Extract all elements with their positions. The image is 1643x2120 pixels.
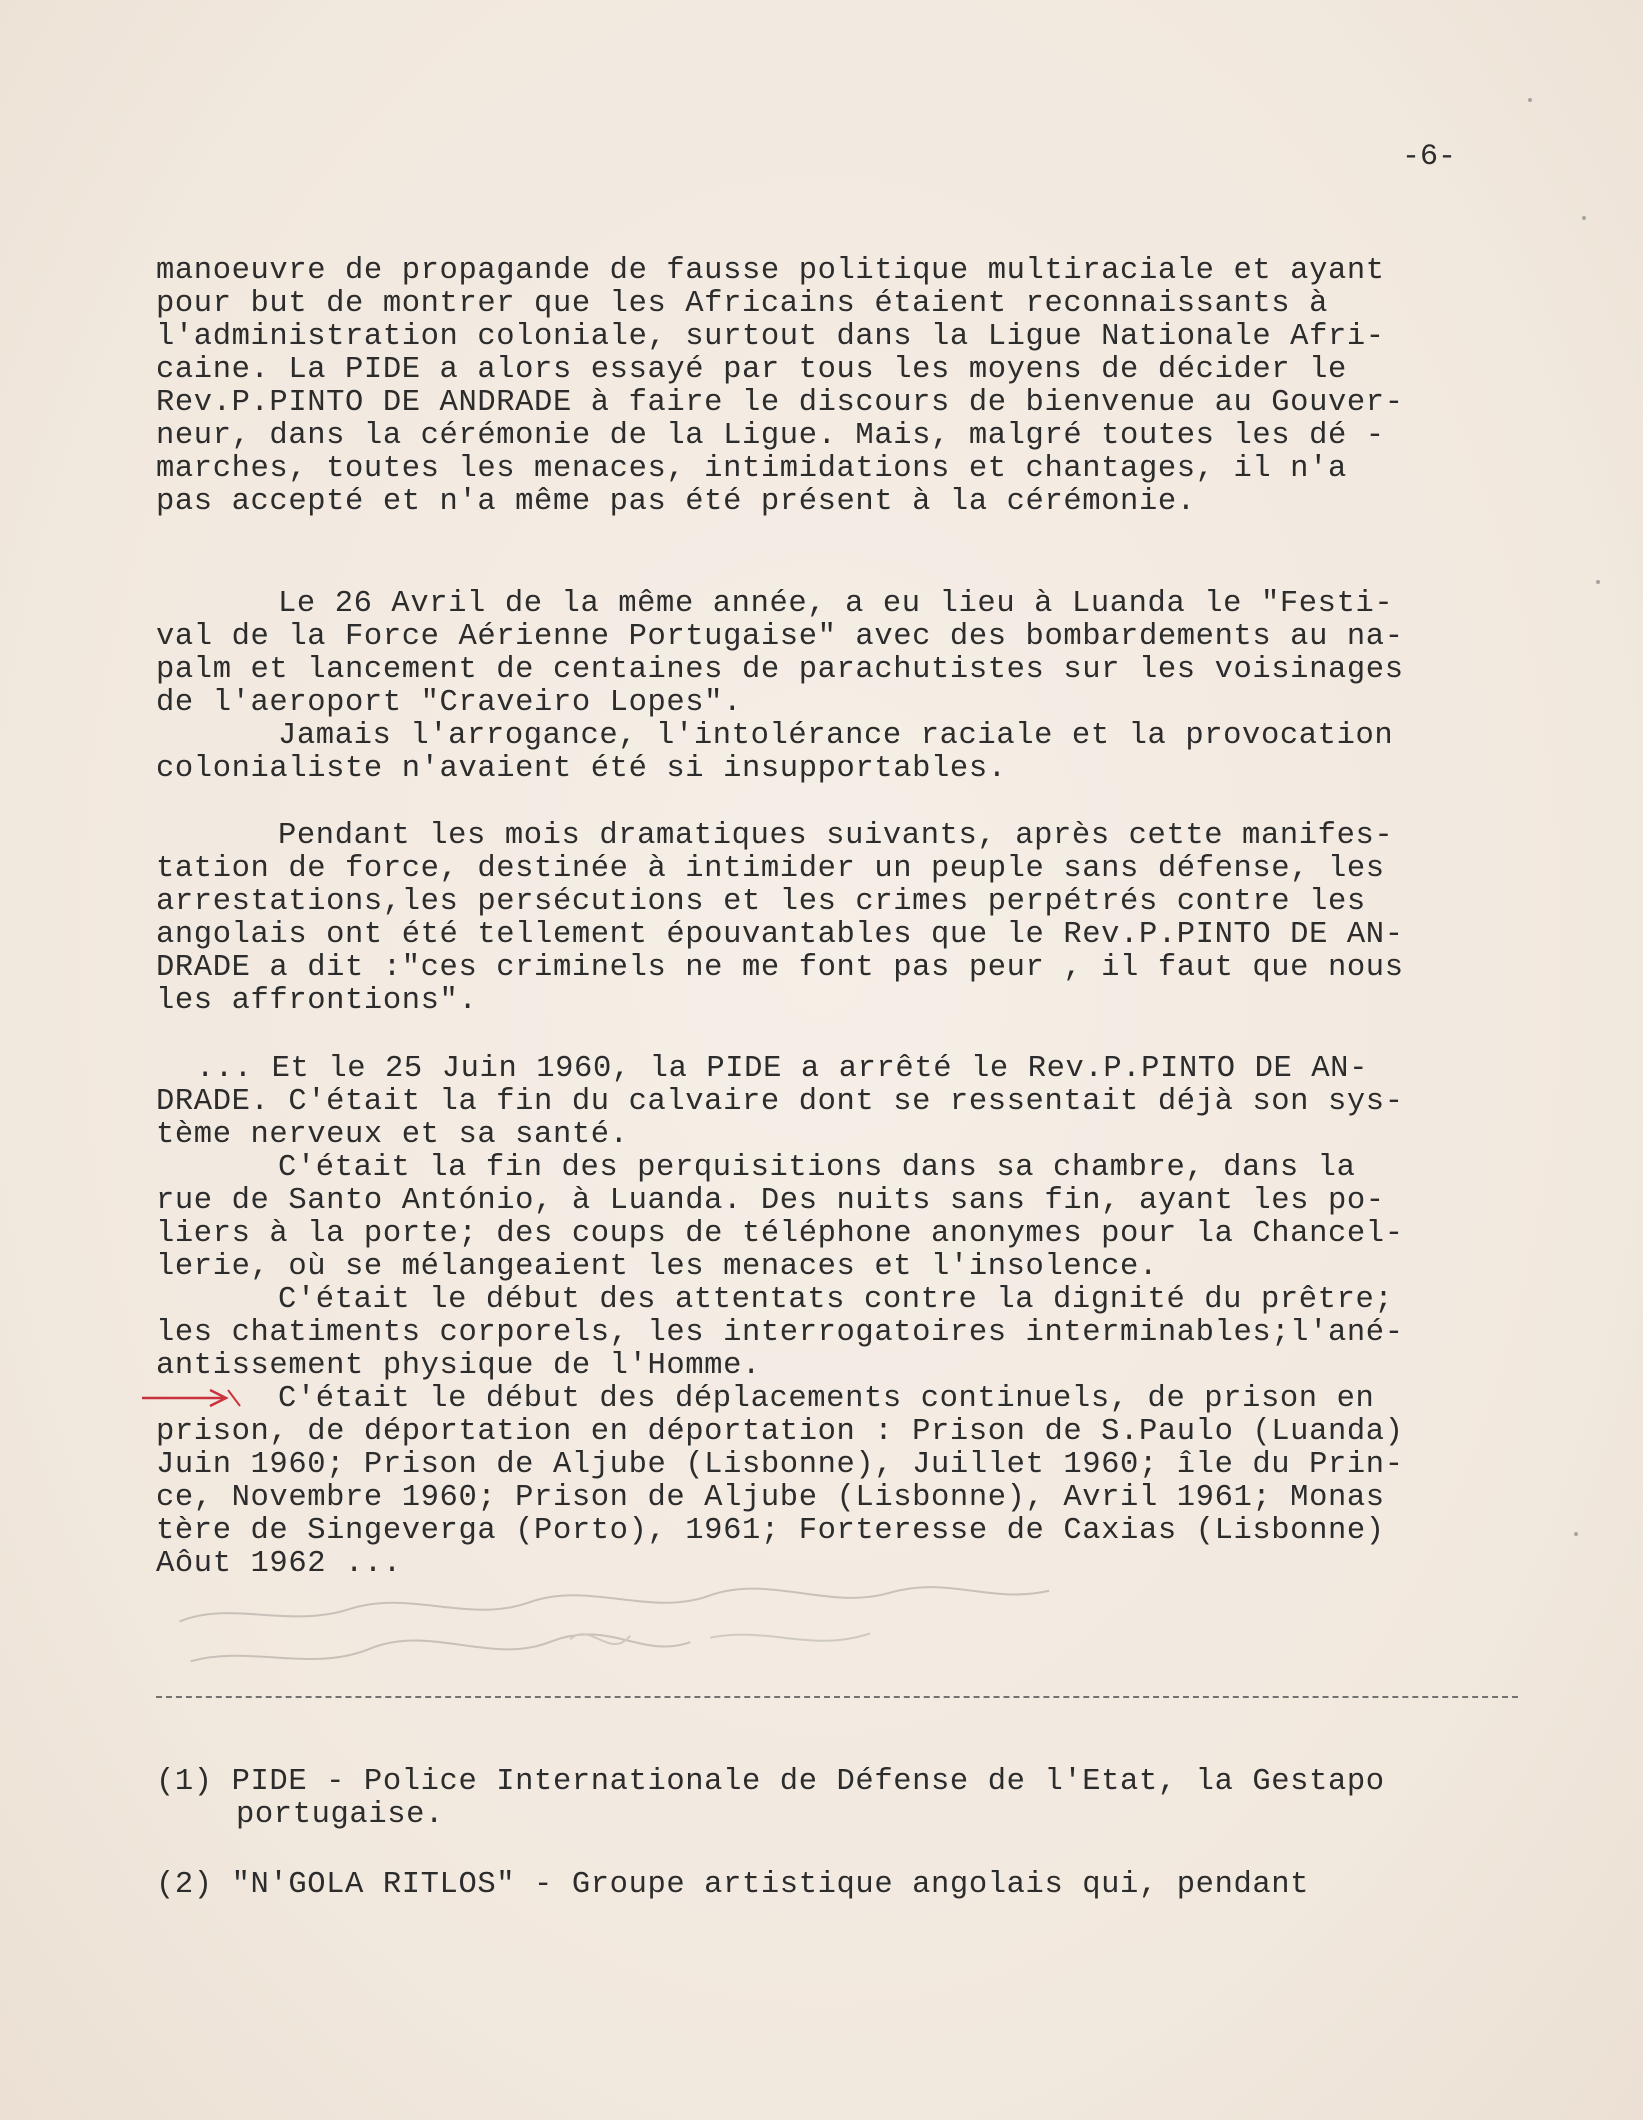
text-line: neur, dans la cérémonie de la Ligue. Mais, malgré toutes les dé - <box>156 419 1385 453</box>
text-line: DRADE a dit :"ces criminels ne me font pas peur , il faut que nous <box>156 951 1404 985</box>
text-line: palm et lancement de centaines de parachutistes sur les voisinages <box>156 653 1404 687</box>
red-arrow-mark <box>140 1386 250 1410</box>
text-line: colonialiste n'avaient été si insupportables. <box>156 752 1007 786</box>
text-line: tère de Singeverga (Porto), 1961; Forteresse de Caxias (Lisbonne) <box>156 1514 1385 1548</box>
text-line: Aôut 1962 ... <box>156 1547 402 1581</box>
text-line: C'était la fin des perquisitions dans sa chambre, dans la <box>278 1151 1356 1185</box>
text-line: C'était le début des déplacements continuels, de prison en <box>278 1382 1375 1416</box>
text-line: C'était le début des attentats contre la dignité du prêtre; <box>278 1283 1394 1317</box>
text-line: tème nerveux et sa santé. <box>156 1118 629 1152</box>
text-line: rue de Santo António, à Luanda. Des nuits sans fin, ayant les po- <box>156 1184 1385 1218</box>
text-line: lerie, où se mélangeaient les menaces et l'insolence. <box>156 1250 1158 1284</box>
text-line: caine. La PIDE a alors essayé par tous les moyens de décider le <box>156 353 1347 387</box>
paper-speck <box>1528 98 1532 102</box>
text-line: DRADE. C'était la fin du calvaire dont se ressentait déjà son sys- <box>156 1085 1404 1119</box>
text-line: ce, Novembre 1960; Prison de Aljube (Lisbonne), Avril 1961; Monas <box>156 1481 1385 1515</box>
footnote-separator <box>156 1696 1518 1698</box>
page-number: -6- <box>1402 140 1457 174</box>
text-line: Le 26 Avril de la même année, a eu lieu à Luanda le "Festi- <box>278 587 1394 621</box>
footnote-1-continued: portugaise. <box>236 1797 444 1832</box>
text-line: marches, toutes les menaces, intimidations et chantages, il n'a <box>156 452 1347 486</box>
text-line: tation de force, destinée à intimider un peuple sans défense, les <box>156 852 1385 886</box>
text-line: Juin 1960; Prison de Aljube (Lisbonne), Juillet 1960; île du Prin- <box>156 1448 1404 1482</box>
paper-speck <box>1574 1532 1578 1536</box>
text-line: manoeuvre de propagande de fausse politique multiraciale et ayant <box>156 254 1385 288</box>
paper-speck <box>1596 580 1600 584</box>
text-line: les chatiments corporels, les interrogatoires interminables;l'ané- <box>156 1316 1404 1350</box>
text-line: val de la Force Aérienne Portugaise" avec des bombardements au na- <box>156 620 1404 654</box>
text-line: prison, de déportation en déportation : Prison de S.Paulo (Luanda) <box>156 1415 1404 1449</box>
text-line: angolais ont été tellement épouvantables que le Rev.P.PINTO DE AN- <box>156 918 1404 952</box>
text-line: Rev.P.PINTO DE ANDRADE à faire le discours de bienvenue au Gouver- <box>156 386 1404 420</box>
text-line: de l'aeroport "Craveiro Lopes". <box>156 686 742 720</box>
footnote-2: (2) "N'GOLA RITLOS" - Groupe artistique angolais qui, pendant <box>156 1867 1310 1902</box>
text-line: ... Et le 25 Juin 1960, la PIDE a arrêté le Rev.P.PINTO DE AN- <box>196 1052 1368 1086</box>
footnote-1: (1) PIDE - Police Internationale de Défense de l'Etat, la Gestapo <box>156 1764 1385 1799</box>
text-line: liers à la porte; des coups de téléphone anonymes pour la Chancel- <box>156 1217 1404 1251</box>
text-line: arrestations,les persécutions et les crimes perpétrés contre les <box>156 885 1366 919</box>
text-line: pour but de montrer que les Africains étaient reconnaissants à <box>156 287 1328 321</box>
text-line: l'administration coloniale, surtout dans la Ligue Nationale Afri- <box>156 320 1385 354</box>
text-line: pas accepté et n'a même pas été présent à la cérémonie. <box>156 485 1196 519</box>
text-line: les affrontions". <box>156 984 478 1018</box>
paper-speck <box>1582 216 1586 220</box>
text-line: Jamais l'arrogance, l'intolérance raciale et la provocation <box>278 719 1394 753</box>
text-line: Pendant les mois dramatiques suivants, après cette manifes- <box>278 819 1394 853</box>
text-line: antissement physique de l'Homme. <box>156 1349 761 1383</box>
